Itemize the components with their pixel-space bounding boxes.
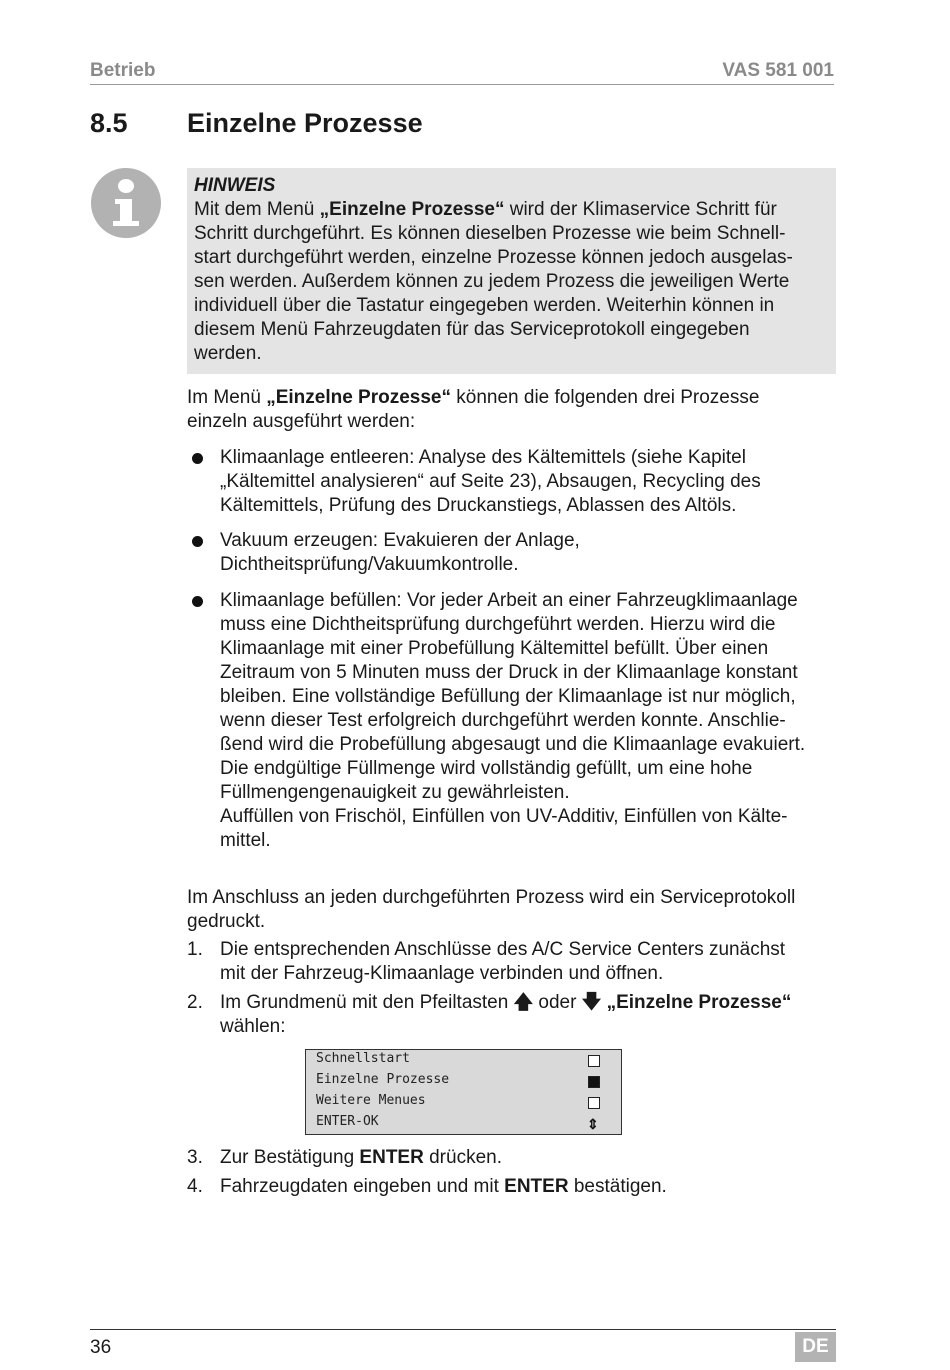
lcd-menu-display bbox=[305, 1049, 622, 1135]
page-header bbox=[90, 60, 834, 85]
header-section: Betrieb bbox=[90, 60, 156, 81]
lcd-row: ENTER-OK bbox=[316, 1114, 379, 1129]
note-title: HINWEIS bbox=[194, 175, 276, 196]
note-text bbox=[194, 198, 826, 366]
page-number: 36 bbox=[90, 1337, 112, 1358]
bullet-icon bbox=[192, 453, 203, 464]
note-box bbox=[187, 168, 836, 374]
checkbox-empty-icon bbox=[588, 1055, 600, 1067]
note-line: werden. bbox=[194, 343, 262, 364]
arrow-up-icon: 🡅 bbox=[513, 992, 534, 1013]
note-line: individuell über die Tastatur eingegeben werden. Weiterhin können in bbox=[194, 295, 775, 316]
section-title: Einzelne Prozesse bbox=[187, 108, 423, 138]
note-line: Mit dem Menü „Einzelne Prozesse“ wird der Klimaservice Schritt für bbox=[194, 199, 777, 220]
note-line: Schritt durchgeführt. Es können dieselben Prozesse wie beim Schnell- bbox=[194, 223, 786, 244]
checkbox-empty-icon bbox=[588, 1097, 600, 1109]
after-paragraph: Im Anschluss an jeden durchgeführten Prozess wird ein Serviceprotokoll gedruckt. bbox=[187, 887, 796, 932]
section-number: 8.5 bbox=[90, 108, 128, 138]
lcd-row: Schnellstart bbox=[316, 1051, 410, 1066]
note-line: sen werden. Außerdem können zu jedem Prozess die jeweiligen Werte bbox=[194, 271, 790, 292]
bullet-icon bbox=[192, 536, 203, 547]
header-doc-id: VAS 581 001 bbox=[722, 60, 834, 81]
up-down-arrow-icon: ⇕ bbox=[587, 1116, 599, 1132]
lcd-row: Weitere Menues bbox=[316, 1093, 426, 1108]
note-line: start durchgeführt werden, einzelne Prozesse können jedoch ausgelas- bbox=[194, 247, 793, 268]
note-line: diesem Menü Fahrzeugdaten für das Serviceprotokoll eingegeben bbox=[194, 319, 750, 340]
checkbox-filled-icon bbox=[588, 1076, 600, 1088]
language-badge: DE bbox=[795, 1332, 836, 1362]
bullet-icon bbox=[192, 596, 203, 607]
info-icon bbox=[91, 168, 161, 238]
arrow-down-icon: 🡇 bbox=[581, 992, 602, 1013]
intro-paragraph: Im Menü „Einzelne Prozesse“ können die folgenden drei Prozesse einzeln ausgeführt werden: bbox=[187, 387, 760, 432]
footer-divider bbox=[90, 1329, 836, 1330]
lcd-row: Einzelne Prozesse bbox=[316, 1072, 450, 1087]
